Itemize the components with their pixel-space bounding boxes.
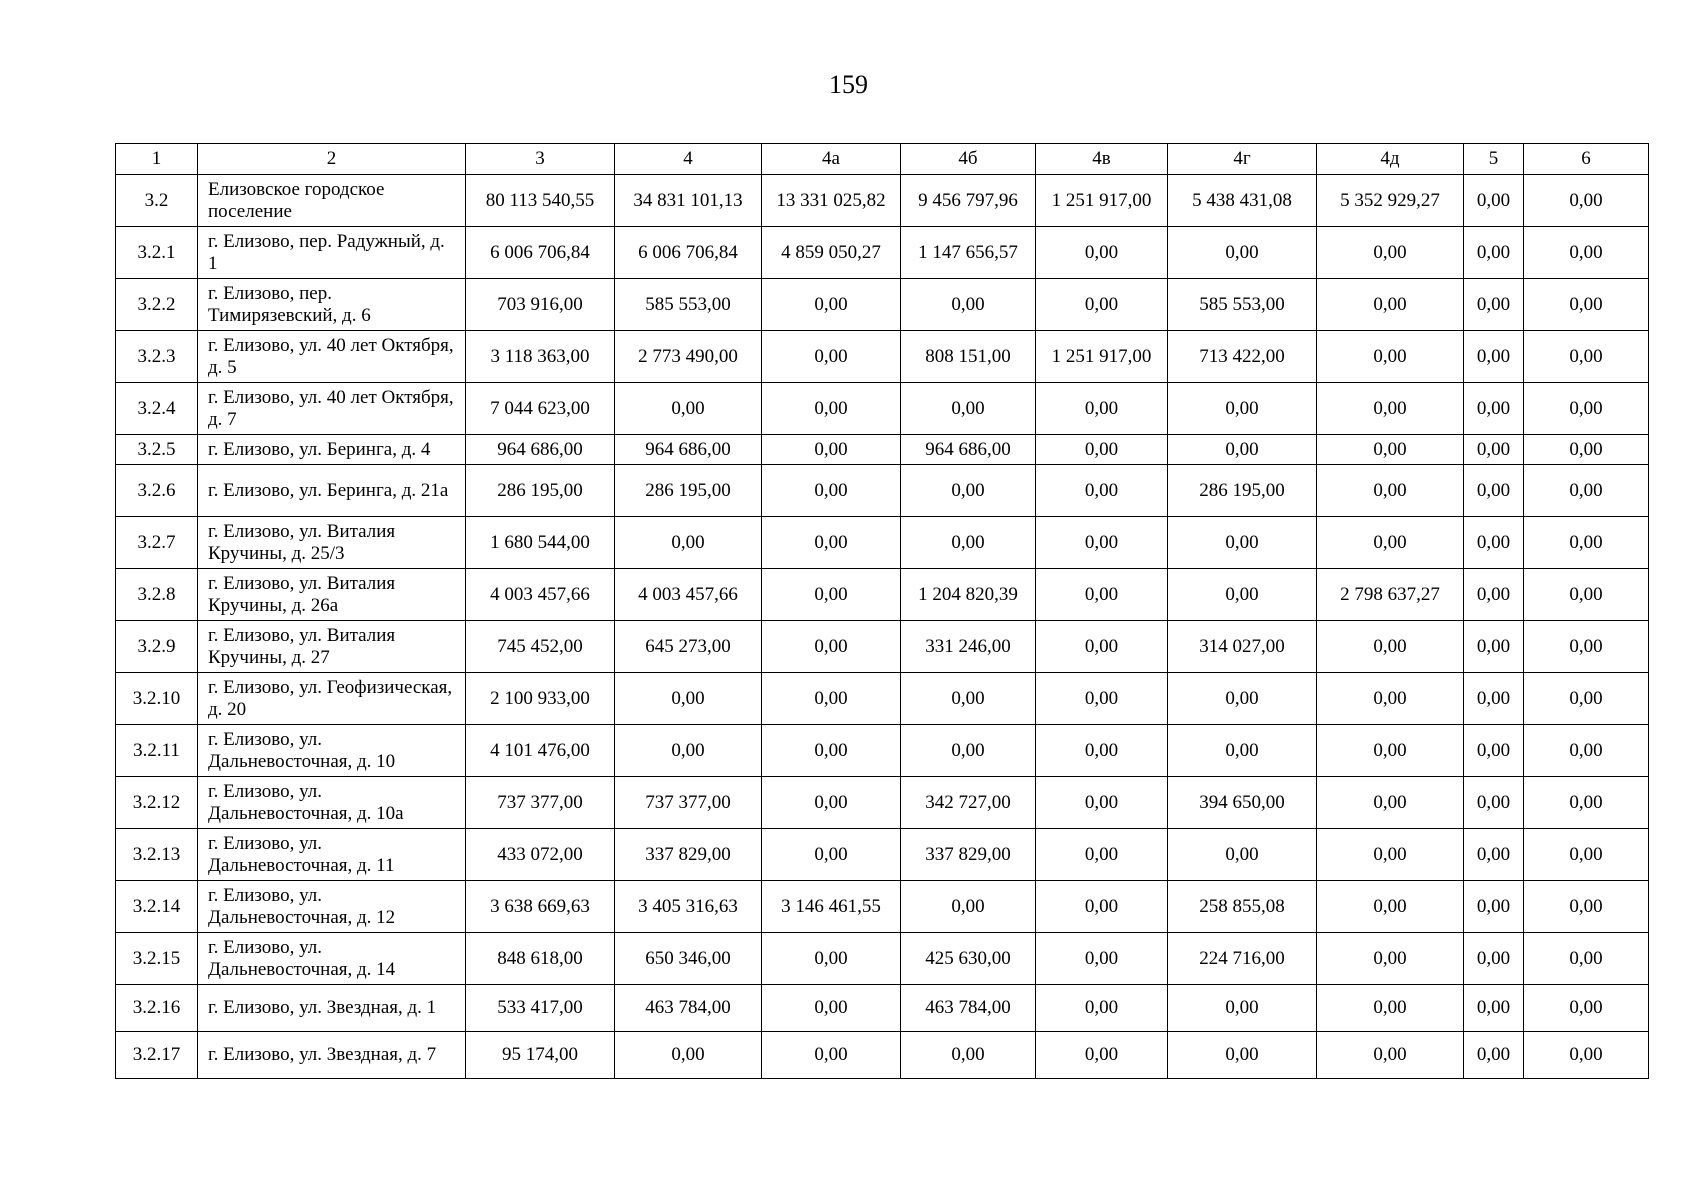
value-cell-5: 0,00 [1464, 1032, 1524, 1079]
value-cell-4d: 0,00 [1317, 331, 1464, 383]
table-row [116, 383, 1649, 435]
value-cell-4: 0,00 [615, 517, 762, 569]
value-cell-5: 0,00 [1464, 569, 1524, 621]
row-number-cell: 3.2.13 [116, 829, 198, 881]
row-number-cell: 3.2.11 [116, 725, 198, 777]
value-cell-4g: 0,00 [1168, 227, 1317, 279]
value-cell-4g: 258 855,08 [1168, 881, 1317, 933]
table-row [116, 621, 1649, 673]
table-row [116, 465, 1649, 517]
value-cell-6: 0,00 [1524, 517, 1649, 569]
value-cell-4g: 585 553,00 [1168, 279, 1317, 331]
value-cell-4a: 0,00 [762, 279, 901, 331]
value-cell-4a: 0,00 [762, 465, 901, 517]
value-cell-6: 0,00 [1524, 435, 1649, 465]
value-cell-3: 964 686,00 [466, 435, 615, 465]
value-cell-3: 6 006 706,84 [466, 227, 615, 279]
table-row [116, 985, 1649, 1032]
column-header: 4а [762, 144, 901, 175]
value-cell-4b: 808 151,00 [901, 331, 1036, 383]
table-row [116, 279, 1649, 331]
value-cell-5: 0,00 [1464, 517, 1524, 569]
address-cell: г. Елизово, ул. Виталия Кручины, д. 25/3 [198, 517, 466, 569]
value-cell-4d: 0,00 [1317, 881, 1464, 933]
address-cell: г. Елизово, ул. Геофизическая, д. 20 [198, 673, 466, 725]
row-number-cell: 3.2.15 [116, 933, 198, 985]
address-cell: г. Елизово, ул. Беринга, д. 21а [198, 465, 466, 517]
value-cell-4: 6 006 706,84 [615, 227, 762, 279]
value-cell-4g: 286 195,00 [1168, 465, 1317, 517]
value-cell-5: 0,00 [1464, 673, 1524, 725]
value-cell-5: 0,00 [1464, 829, 1524, 881]
value-cell-6: 0,00 [1524, 1032, 1649, 1079]
value-cell-6: 0,00 [1524, 465, 1649, 517]
table-body [116, 175, 1649, 1079]
value-cell-4b: 0,00 [901, 517, 1036, 569]
address-cell: г. Елизово, ул. Дальневосточная, д. 12 [198, 881, 466, 933]
address-cell: г. Елизово, ул. Дальневосточная, д. 10а [198, 777, 466, 829]
value-cell-5: 0,00 [1464, 435, 1524, 465]
column-header: 4в [1036, 144, 1168, 175]
value-cell-4: 585 553,00 [615, 279, 762, 331]
value-cell-3: 3 118 363,00 [466, 331, 615, 383]
value-cell-3: 533 417,00 [466, 985, 615, 1032]
value-cell-4d: 0,00 [1317, 829, 1464, 881]
row-number-cell: 3.2 [116, 175, 198, 227]
address-cell: г. Елизово, ул. Беринга, д. 4 [198, 435, 466, 465]
value-cell-4a: 0,00 [762, 829, 901, 881]
row-number-cell: 3.2.10 [116, 673, 198, 725]
value-cell-4v: 0,00 [1036, 725, 1168, 777]
value-cell-4g: 0,00 [1168, 517, 1317, 569]
value-cell-4a: 3 146 461,55 [762, 881, 901, 933]
row-number-cell: 3.2.12 [116, 777, 198, 829]
address-cell: г. Елизово, ул. Виталия Кручины, д. 27 [198, 621, 466, 673]
row-number-cell: 3.2.14 [116, 881, 198, 933]
value-cell-6: 0,00 [1524, 829, 1649, 881]
value-cell-4d: 0,00 [1317, 227, 1464, 279]
value-cell-4g: 5 438 431,08 [1168, 175, 1317, 227]
value-cell-5: 0,00 [1464, 621, 1524, 673]
column-header: 1 [116, 144, 198, 175]
row-number-cell: 3.2.4 [116, 383, 198, 435]
value-cell-4v: 0,00 [1036, 673, 1168, 725]
column-header: 5 [1464, 144, 1524, 175]
value-cell-4d: 0,00 [1317, 383, 1464, 435]
value-cell-4g: 0,00 [1168, 383, 1317, 435]
value-cell-5: 0,00 [1464, 777, 1524, 829]
value-cell-6: 0,00 [1524, 725, 1649, 777]
value-cell-3: 95 174,00 [466, 1032, 615, 1079]
value-cell-4: 337 829,00 [615, 829, 762, 881]
value-cell-6: 0,00 [1524, 985, 1649, 1032]
value-cell-4a: 13 331 025,82 [762, 175, 901, 227]
table-row [116, 1032, 1649, 1079]
value-cell-3: 7 044 623,00 [466, 383, 615, 435]
value-cell-3: 745 452,00 [466, 621, 615, 673]
value-cell-4d: 0,00 [1317, 725, 1464, 777]
value-cell-4g: 713 422,00 [1168, 331, 1317, 383]
value-cell-4g: 394 650,00 [1168, 777, 1317, 829]
address-cell: г. Елизово, ул. Звездная, д. 7 [198, 1032, 466, 1079]
column-header: 4 [615, 144, 762, 175]
row-number-cell: 3.2.5 [116, 435, 198, 465]
value-cell-4v: 0,00 [1036, 777, 1168, 829]
row-number-cell: 3.2.17 [116, 1032, 198, 1079]
value-cell-4b: 1 147 656,57 [901, 227, 1036, 279]
value-cell-4b: 0,00 [901, 383, 1036, 435]
value-cell-4: 463 784,00 [615, 985, 762, 1032]
value-cell-4v: 0,00 [1036, 435, 1168, 465]
value-cell-4b: 1 204 820,39 [901, 569, 1036, 621]
row-number-cell: 3.2.9 [116, 621, 198, 673]
table-row [116, 673, 1649, 725]
table-row [116, 175, 1649, 227]
row-number-cell: 3.2.7 [116, 517, 198, 569]
header-row [116, 144, 1649, 175]
value-cell-4v: 1 251 917,00 [1036, 331, 1168, 383]
table-row [116, 435, 1649, 465]
value-cell-3: 703 916,00 [466, 279, 615, 331]
value-cell-4d: 0,00 [1317, 777, 1464, 829]
column-header: 4г [1168, 144, 1317, 175]
value-cell-4b: 425 630,00 [901, 933, 1036, 985]
value-cell-4: 650 346,00 [615, 933, 762, 985]
value-cell-4d: 0,00 [1317, 517, 1464, 569]
value-cell-6: 0,00 [1524, 383, 1649, 435]
value-cell-4: 34 831 101,13 [615, 175, 762, 227]
table-row [116, 569, 1649, 621]
column-header: 4д [1317, 144, 1464, 175]
row-number-cell: 3.2.3 [116, 331, 198, 383]
value-cell-6: 0,00 [1524, 331, 1649, 383]
value-cell-6: 0,00 [1524, 279, 1649, 331]
table-row [116, 227, 1649, 279]
column-header: 3 [466, 144, 615, 175]
value-cell-3: 1 680 544,00 [466, 517, 615, 569]
value-cell-4g: 0,00 [1168, 569, 1317, 621]
value-cell-4b: 0,00 [901, 279, 1036, 331]
value-cell-4g: 0,00 [1168, 725, 1317, 777]
value-cell-6: 0,00 [1524, 777, 1649, 829]
value-cell-3: 848 618,00 [466, 933, 615, 985]
table-row [116, 933, 1649, 985]
value-cell-5: 0,00 [1464, 985, 1524, 1032]
value-cell-4: 964 686,00 [615, 435, 762, 465]
value-cell-5: 0,00 [1464, 465, 1524, 517]
value-cell-4v: 0,00 [1036, 465, 1168, 517]
value-cell-4g: 0,00 [1168, 1032, 1317, 1079]
value-cell-4: 645 273,00 [615, 621, 762, 673]
column-header: 6 [1524, 144, 1649, 175]
value-cell-4d: 0,00 [1317, 1032, 1464, 1079]
value-cell-4a: 0,00 [762, 985, 901, 1032]
value-cell-5: 0,00 [1464, 725, 1524, 777]
value-cell-3: 4 101 476,00 [466, 725, 615, 777]
value-cell-4d: 0,00 [1317, 435, 1464, 465]
address-cell: г. Елизово, ул. Дальневосточная, д. 10 [198, 725, 466, 777]
value-cell-4b: 964 686,00 [901, 435, 1036, 465]
value-cell-4: 737 377,00 [615, 777, 762, 829]
value-cell-4v: 1 251 917,00 [1036, 175, 1168, 227]
address-cell: г. Елизово, ул. Звездная, д. 1 [198, 985, 466, 1032]
value-cell-5: 0,00 [1464, 227, 1524, 279]
value-cell-3: 2 100 933,00 [466, 673, 615, 725]
value-cell-4: 286 195,00 [615, 465, 762, 517]
value-cell-6: 0,00 [1524, 621, 1649, 673]
value-cell-3: 737 377,00 [466, 777, 615, 829]
value-cell-4a: 0,00 [762, 673, 901, 725]
value-cell-4a: 0,00 [762, 383, 901, 435]
value-cell-4g: 0,00 [1168, 985, 1317, 1032]
address-cell: г. Елизово, ул. 40 лет Октября, д. 5 [198, 331, 466, 383]
value-cell-4v: 0,00 [1036, 1032, 1168, 1079]
value-cell-4a: 0,00 [762, 1032, 901, 1079]
address-cell: г. Елизово, ул. Дальневосточная, д. 11 [198, 829, 466, 881]
value-cell-5: 0,00 [1464, 933, 1524, 985]
value-cell-4g: 224 716,00 [1168, 933, 1317, 985]
table-row [116, 777, 1649, 829]
column-header: 2 [198, 144, 466, 175]
value-cell-4v: 0,00 [1036, 569, 1168, 621]
value-cell-4: 0,00 [615, 1032, 762, 1079]
value-cell-5: 0,00 [1464, 881, 1524, 933]
value-cell-4d: 0,00 [1317, 933, 1464, 985]
address-cell: Елизовское городское поселение [198, 175, 466, 227]
value-cell-4v: 0,00 [1036, 621, 1168, 673]
value-cell-4a: 0,00 [762, 569, 901, 621]
value-cell-4a: 0,00 [762, 725, 901, 777]
value-cell-4d: 2 798 637,27 [1317, 569, 1464, 621]
value-cell-4b: 331 246,00 [901, 621, 1036, 673]
address-cell: г. Елизово, ул. Виталия Кручины, д. 26а [198, 569, 466, 621]
value-cell-3: 286 195,00 [466, 465, 615, 517]
value-cell-4d: 0,00 [1317, 673, 1464, 725]
value-cell-4v: 0,00 [1036, 227, 1168, 279]
page-number: 159 [829, 70, 868, 99]
value-cell-4b: 9 456 797,96 [901, 175, 1036, 227]
value-cell-4b: 0,00 [901, 881, 1036, 933]
value-cell-4: 4 003 457,66 [615, 569, 762, 621]
value-cell-4v: 0,00 [1036, 829, 1168, 881]
value-cell-4a: 0,00 [762, 777, 901, 829]
value-cell-5: 0,00 [1464, 383, 1524, 435]
value-cell-6: 0,00 [1524, 569, 1649, 621]
value-cell-4: 0,00 [615, 673, 762, 725]
value-cell-4: 3 405 316,63 [615, 881, 762, 933]
value-cell-4a: 0,00 [762, 517, 901, 569]
value-cell-6: 0,00 [1524, 175, 1649, 227]
value-cell-4: 0,00 [615, 383, 762, 435]
value-cell-4a: 0,00 [762, 621, 901, 673]
row-number-cell: 3.2.8 [116, 569, 198, 621]
value-cell-3: 3 638 669,63 [466, 881, 615, 933]
value-cell-4v: 0,00 [1036, 985, 1168, 1032]
table-row [116, 517, 1649, 569]
value-cell-4v: 0,00 [1036, 933, 1168, 985]
value-cell-6: 0,00 [1524, 673, 1649, 725]
value-cell-3: 433 072,00 [466, 829, 615, 881]
value-cell-4v: 0,00 [1036, 279, 1168, 331]
value-cell-4d: 5 352 929,27 [1317, 175, 1464, 227]
value-cell-4: 0,00 [615, 725, 762, 777]
value-cell-5: 0,00 [1464, 331, 1524, 383]
value-cell-4v: 0,00 [1036, 881, 1168, 933]
value-cell-4b: 0,00 [901, 725, 1036, 777]
address-cell: г. Елизово, ул. Дальневосточная, д. 14 [198, 933, 466, 985]
value-cell-4a: 0,00 [762, 331, 901, 383]
value-cell-4d: 0,00 [1317, 465, 1464, 517]
value-cell-4b: 463 784,00 [901, 985, 1036, 1032]
value-cell-4b: 0,00 [901, 1032, 1036, 1079]
row-number-cell: 3.2.1 [116, 227, 198, 279]
value-cell-6: 0,00 [1524, 933, 1649, 985]
value-cell-4a: 0,00 [762, 435, 901, 465]
value-cell-4g: 314 027,00 [1168, 621, 1317, 673]
value-cell-4d: 0,00 [1317, 279, 1464, 331]
value-cell-4d: 0,00 [1317, 985, 1464, 1032]
data-table [115, 143, 1649, 1079]
value-cell-3: 80 113 540,55 [466, 175, 615, 227]
value-cell-4b: 342 727,00 [901, 777, 1036, 829]
column-header: 4б [901, 144, 1036, 175]
address-cell: г. Елизово, ул. 40 лет Октября, д. 7 [198, 383, 466, 435]
value-cell-3: 4 003 457,66 [466, 569, 615, 621]
value-cell-4b: 0,00 [901, 673, 1036, 725]
value-cell-4g: 0,00 [1168, 673, 1317, 725]
table-row [116, 331, 1649, 383]
value-cell-6: 0,00 [1524, 227, 1649, 279]
table-row [116, 881, 1649, 933]
row-number-cell: 3.2.6 [116, 465, 198, 517]
value-cell-4b: 337 829,00 [901, 829, 1036, 881]
table-row [116, 725, 1649, 777]
value-cell-4a: 0,00 [762, 933, 901, 985]
table-row [116, 829, 1649, 881]
value-cell-5: 0,00 [1464, 279, 1524, 331]
value-cell-4d: 0,00 [1317, 621, 1464, 673]
value-cell-4a: 4 859 050,27 [762, 227, 901, 279]
row-number-cell: 3.2.2 [116, 279, 198, 331]
value-cell-4v: 0,00 [1036, 517, 1168, 569]
value-cell-4b: 0,00 [901, 465, 1036, 517]
address-cell: г. Елизово, пер. Тимирязевский, д. 6 [198, 279, 466, 331]
value-cell-4v: 0,00 [1036, 383, 1168, 435]
row-number-cell: 3.2.16 [116, 985, 198, 1032]
value-cell-5: 0,00 [1464, 175, 1524, 227]
value-cell-6: 0,00 [1524, 881, 1649, 933]
value-cell-4g: 0,00 [1168, 829, 1317, 881]
address-cell: г. Елизово, пер. Радужный, д. 1 [198, 227, 466, 279]
value-cell-4g: 0,00 [1168, 435, 1317, 465]
value-cell-4: 2 773 490,00 [615, 331, 762, 383]
